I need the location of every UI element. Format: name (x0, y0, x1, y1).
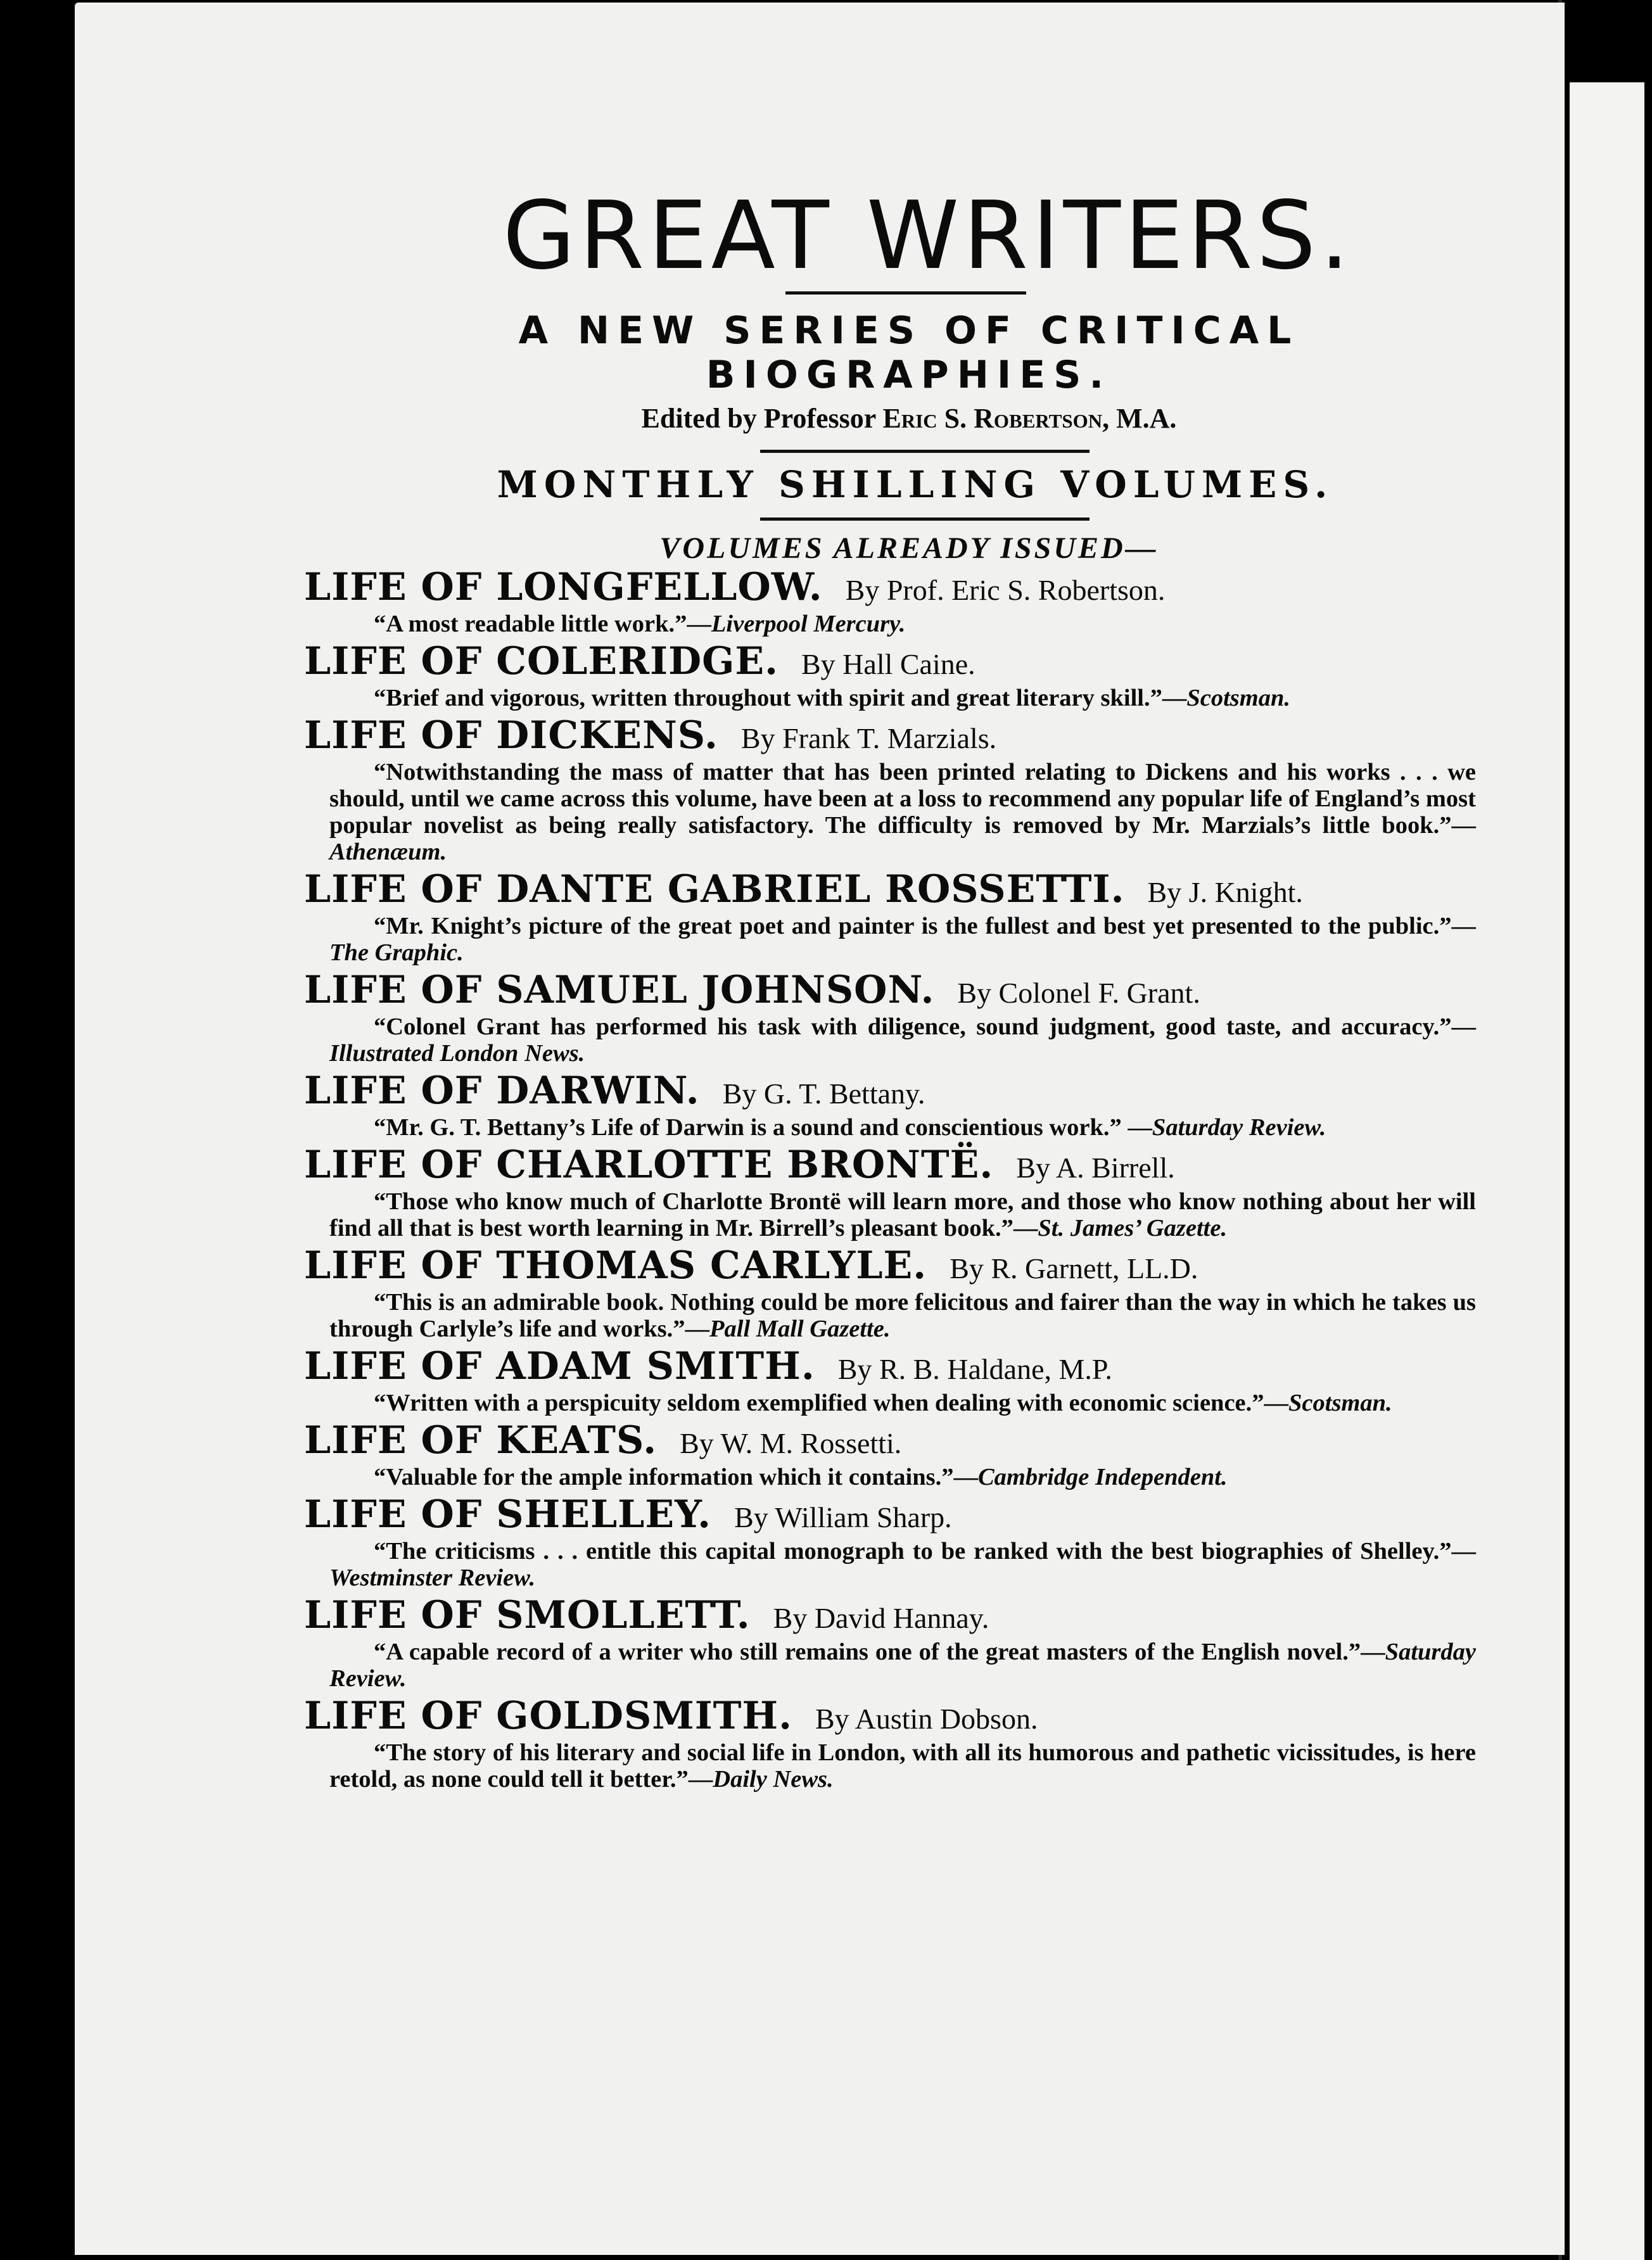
entry-review-quote (304, 1390, 1476, 1416)
entry-review-quote (304, 1739, 1476, 1793)
monthly-rule (760, 517, 1090, 521)
quote-source: Scotsman. (1186, 684, 1291, 711)
entry-author: By Prof. Eric S. Robertson. (845, 573, 1166, 606)
entry-author: By J. Knight. (1147, 875, 1303, 908)
entry-author: By W. M. Rossetti. (680, 1426, 902, 1459)
entry-heading (304, 1592, 1476, 1639)
entry-author: By G. T. Bettany. (722, 1077, 925, 1110)
monthly-heading: MONTHLY SHILLING VOLUMES. (497, 462, 1334, 506)
quote-text: “Mr. G. T. Bettany’s Life of Darwin is a sound and conscientious work.” — (374, 1114, 1152, 1141)
quote-text: “Brief and vigorous, written throughout with spirit and great literary skill.”— (374, 684, 1187, 711)
entry-author: By William Sharp. (734, 1501, 952, 1533)
entry-review-quote (304, 1114, 1476, 1141)
entry-title: LIFE OF KEATS. (304, 1418, 658, 1463)
editor-prefix: Edited by Professor (641, 402, 883, 434)
entry-title: LIFE OF ADAM SMITH. (304, 1343, 815, 1388)
book-entry (304, 869, 1476, 966)
entry-review-quote (304, 1538, 1476, 1591)
quote-text: “A capable record of a writer who still remains one of the great masters of the English novel.”— (374, 1638, 1385, 1665)
entry-title: LIFE OF SHELLEY. (304, 1492, 712, 1537)
quote-text: “The story of his literary and social life in London, with all its humorous and pathetic vicissitudes, is here retold, as none could tell it better.”— (329, 1739, 1476, 1793)
entry-heading (304, 1142, 1476, 1188)
quote-source: Daily News. (713, 1765, 834, 1793)
editor-name: Eric S. Robertson (882, 402, 1103, 434)
entry-review-quote (304, 1013, 1476, 1067)
editor-line (304, 402, 1476, 435)
entry-review-quote (304, 1188, 1476, 1241)
issued-heading: VOLUMES ALREADY ISSUED— (659, 531, 1159, 565)
entry-review-quote (304, 1289, 1476, 1342)
quote-source: Athenæum. (329, 838, 447, 865)
editor-suffix: , M.A. (1102, 402, 1177, 434)
entry-author: By R. B. Haldane, M.P. (837, 1352, 1112, 1385)
quote-source: The Graphic. (329, 939, 464, 966)
book-entry (304, 1592, 1476, 1692)
quote-source: Westminster Review. (329, 1564, 536, 1591)
entry-heading (304, 1420, 1476, 1464)
quote-source: Pall Mall Gazette. (709, 1315, 891, 1342)
entry-title: LIFE OF GOLDSMITH. (304, 1693, 792, 1738)
quote-source: Liverpool Mercury. (711, 610, 906, 637)
entries-list (304, 564, 1476, 1793)
entry-title: LIFE OF LONGFELLOW. (304, 564, 823, 609)
entry-review-quote (304, 1639, 1476, 1692)
series-subtitle: A NEW SERIES OF CRITICAL BIOGRAPHIES. (518, 308, 1300, 397)
entry-title: LIFE OF DARWIN. (304, 1068, 700, 1113)
series-title: GREAT WRITERS. (502, 181, 1354, 290)
quote-text: “Written with a perspicuity seldom exemplified when dealing with economic science.”— (374, 1389, 1288, 1416)
entry-heading (304, 715, 1476, 759)
entry-review-quote (304, 759, 1476, 865)
book-entry (304, 715, 1476, 865)
book-entry (304, 1343, 1476, 1416)
book-entry (304, 1142, 1476, 1241)
entry-heading (304, 1343, 1476, 1390)
entry-author: By A. Birrell. (1016, 1151, 1175, 1184)
quote-text: “Colonel Grant has performed his task with diligence, sound judgment, good taste, and accuracy.”— (374, 1013, 1476, 1040)
entry-author: By Austin Dobson. (815, 1702, 1038, 1735)
book-entry (304, 1070, 1476, 1141)
entry-title: LIFE OF COLERIDGE. (304, 638, 778, 683)
entry-title: LIFE OF SAMUEL JOHNSON. (304, 967, 935, 1012)
book-entry (304, 1420, 1476, 1490)
book-entry (304, 564, 1476, 637)
entry-review-quote (304, 611, 1476, 637)
book-entry (304, 1245, 1476, 1342)
entry-heading (304, 564, 1476, 611)
quote-text: “A most readable little work.”— (374, 610, 711, 637)
advertisement-content (304, 181, 1476, 1796)
entry-author: By Hall Caine. (801, 647, 975, 680)
title-rule (785, 291, 1026, 295)
quote-source: St. James’ Gazette. (1038, 1214, 1228, 1241)
entry-author: By David Hannay. (773, 1601, 989, 1634)
entry-author: By R. Garnett, LL.D. (950, 1252, 1198, 1285)
entry-title: LIFE OF DANTE GABRIEL ROSSETTI. (304, 867, 1125, 911)
entry-review-quote (304, 913, 1476, 966)
entry-title: LIFE OF CHARLOTTE BRONTË. (304, 1142, 994, 1187)
quote-text: “Mr. Knight’s picture of the great poet and painter is the fullest and best yet presented to the public.”— (374, 912, 1476, 939)
quote-text: “Those who know much of Charlotte Brontë will learn more, and those who know nothing about her will find all that is best worth learning in Mr. Birrell’s pleasant book.”— (329, 1188, 1476, 1241)
quote-source: Cambridge Independent. (977, 1463, 1228, 1490)
editor-rule (760, 450, 1090, 453)
entry-heading (304, 967, 1476, 1013)
entry-heading (304, 1494, 1476, 1538)
quote-text: “Notwithstanding the mass of matter that has been printed relating to Dickens and his works . . . we should, until we came across this volume, have been at a loss to recommend any popular life of England’s most popular novelist as being really satisfactory. The difficulty is removed by Mr. Marzials’s little book.”— (329, 758, 1476, 839)
quote-source: Scotsman. (1288, 1389, 1392, 1416)
entry-review-quote (304, 1464, 1476, 1490)
entry-author: By Frank T. Marzials. (740, 721, 997, 754)
book-entry (304, 1693, 1476, 1793)
facing-page-edge (1570, 82, 1644, 2260)
entry-heading (304, 1693, 1476, 1739)
entry-heading (304, 1245, 1476, 1289)
entry-heading (304, 638, 1476, 685)
quote-source: Illustrated London News. (329, 1039, 585, 1067)
entry-review-quote (304, 685, 1476, 711)
quote-text: “This is an admirable book. Nothing could be more felicitous and fairer than the way in which he takes us through Carlyle’s life and works.”— (329, 1288, 1476, 1342)
entry-author: By Colonel F. Grant. (957, 976, 1200, 1009)
quote-text: “Valuable for the ample information which it contains.”— (374, 1463, 978, 1490)
book-entry (304, 638, 1476, 711)
entry-title: LIFE OF SMOLLETT. (304, 1592, 751, 1637)
entry-title: LIFE OF THOMAS CARLYLE. (304, 1243, 927, 1288)
quote-source: Saturday Review. (329, 1638, 1476, 1692)
entry-title: LIFE OF DICKENS. (304, 713, 718, 758)
quote-source: Saturday Review. (1152, 1114, 1326, 1141)
entry-heading (304, 869, 1476, 913)
book-entry (304, 967, 1476, 1067)
quote-text: “The criticisms . . . entitle this capital monograph to be ranked with the best biographies of Shelley.”— (374, 1537, 1476, 1565)
entry-heading (304, 1070, 1476, 1114)
book-entry (304, 1494, 1476, 1591)
